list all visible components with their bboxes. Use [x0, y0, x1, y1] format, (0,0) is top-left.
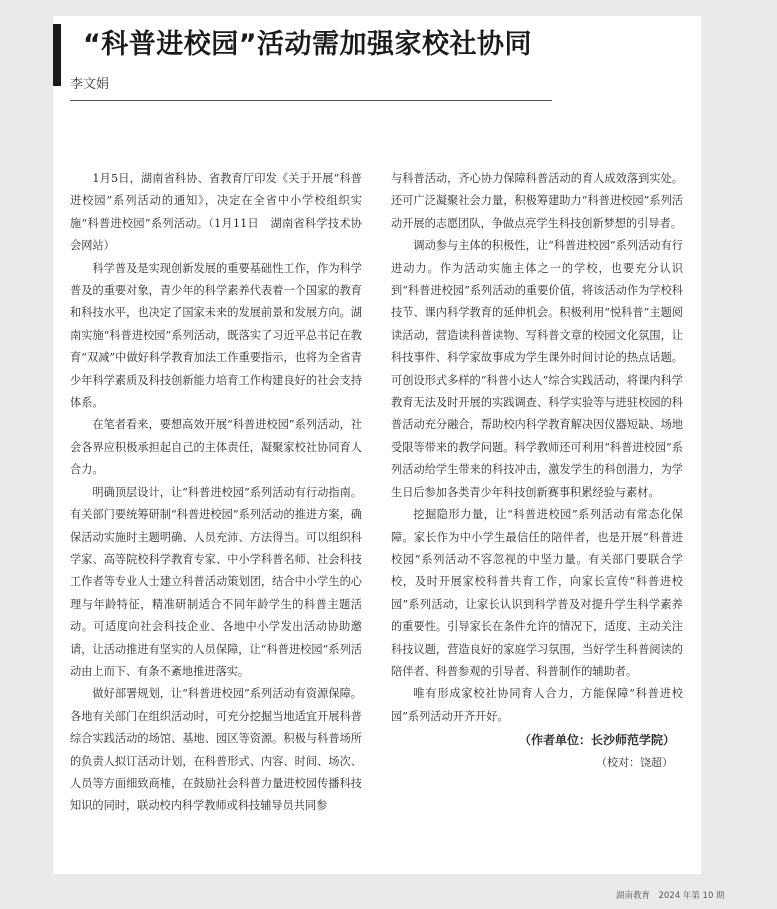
body-paragraph: 1月5日，湖南省科协、省教育厅印发《关于开展“科普进校园”系列活动的通知》，决定在全省中小学校组织实施“科普进校园”系列活动。（1月11日 湖南省科学技术协会网站）	[70, 172, 362, 253]
body-paragraph: 唯有形成家校社协同育人合力，方能保障“科普进校园”系列活动开齐开好。	[391, 687, 683, 723]
body-paragraph: 明确顶层设计，让“科普进校园”系列活动有行动指南。有关部门要统筹研制“科普进校园”系列活动的推进方案，确保活动实施时主题明确、人员充沛、方法得当。可以组织科学家、高等院校科学教育专家、中小学科普名师、社会科技工作者等专业人士建立科普活动策划团，结合中小学生的心理与年龄特征，精准研制适合不同年龄学生的科普主题活动。可适度向社会科技企业、各地中小学发出活动协助邀请，让活动推进有坚实的人员保障，让“科普进校园”系列活动由上而下、有条不紊地推进落实。	[70, 485, 362, 678]
article-author: 李文娟	[70, 77, 110, 92]
body-paragraph: 做好部署规划，让“科普进校园”系列活动有资源保障。各地有关部门在组织活动时，可充分挖掘当地适宜开展科普综合实践活动的场馆、基地、园区等资源。积极与科普场所的负责人拟订活动计划，在科普形式、内容、时间、场次、人员等方面细致商榷，在鼓励社会科普力量进校园传播科技知识的同时，联动校内科学教师或科技辅导员共同参	[70, 687, 362, 813]
title-accent-bar	[53, 24, 61, 86]
page-footer: 湖南教育 2024 年第 10 期	[616, 891, 725, 901]
right-column	[391, 168, 683, 774]
magazine-page	[53, 16, 701, 874]
left-column	[70, 168, 362, 818]
author-affiliation: （作者单位：长沙师范学院）	[518, 733, 675, 748]
title-divider	[70, 100, 552, 101]
body-paragraph: 挖掘隐形力量，让“科普进校园”系列活动有常态化保障。家长作为中小学生最信任的陪伴者，也是开展“科普进校园”系列活动不容忽视的中坚力量。有关部门要联合学校，及时开展家校科普共育工作，向家长宣传“科普进校园”系列活动，让家长认识到科学普及对提升学生科学素养的重要性。引导家长在条件允许的情况下，适度、主动关注科技议题，营造良好的家庭学习氛围，当好学生科普阅读的陪伴者、科普参观的引导者、科普制作的辅助者。	[391, 508, 683, 678]
article-title: “科普进校园”活动需加强家校社协同	[83, 29, 532, 60]
body-paragraph: 在笔者看来，要想高效开展“科普进校园”系列活动，社会各界应积极承担起自己的主体责任，凝聚家校社协同育人合力。	[70, 418, 362, 477]
body-paragraph-continuation: 与科普活动，齐心协力保障科普活动的育人成效落到实处。还可广泛凝聚社会力量，积极筹建助力“科普进校园”系列活动开展的志愿团队，争做点亮学生科技创新梦想的引导者。	[391, 172, 683, 230]
body-paragraph: 调动参与主体的积极性，让“科普进校园”系列活动有行进动力。作为活动实施主体之一的学校，也要充分认识到“科普进校园”系列活动的重要价值，将该活动作为学校科技节、课内科学教育的延伸机会。积极利用“悦科普”主题阅读活动，营造读科普读物、写科普文章的校园文化氛围，让科技事件、科学家故事成为学生课外时间讨论的热点话题。可创设形式多样的“科普小达人”综合实践活动，将课内科学教育无法及时开展的实践调查、科学实验等与进驻校园的科普活动充分融合，帮助校内科学教育解决因仪器短缺、场地受限等带来的教学问题。科学教师还可利用“科普进校园”系列活动给学生带来的科技冲击，激发学生的科创潜力，为学生日后参加各类青少年科技创新赛事积累经验与素材。	[391, 239, 683, 499]
body-paragraph: 科学普及是实现创新发展的重要基础性工作，作为科学普及的重要对象，青少年的科学素养代表着一个国家的教育和科技水平，也决定了国家未来的发展前景和发展方向。湖南实施“科普进校园”系列活动，既落实了习近平总书记在教育“双减”中做好科学教育加法工作重要指示，也将为全省青少年科学素质及科技创新能力培育工作构建良好的社会支持体系。	[70, 261, 362, 410]
proofreader-note: （校对：饶超）	[596, 755, 673, 769]
